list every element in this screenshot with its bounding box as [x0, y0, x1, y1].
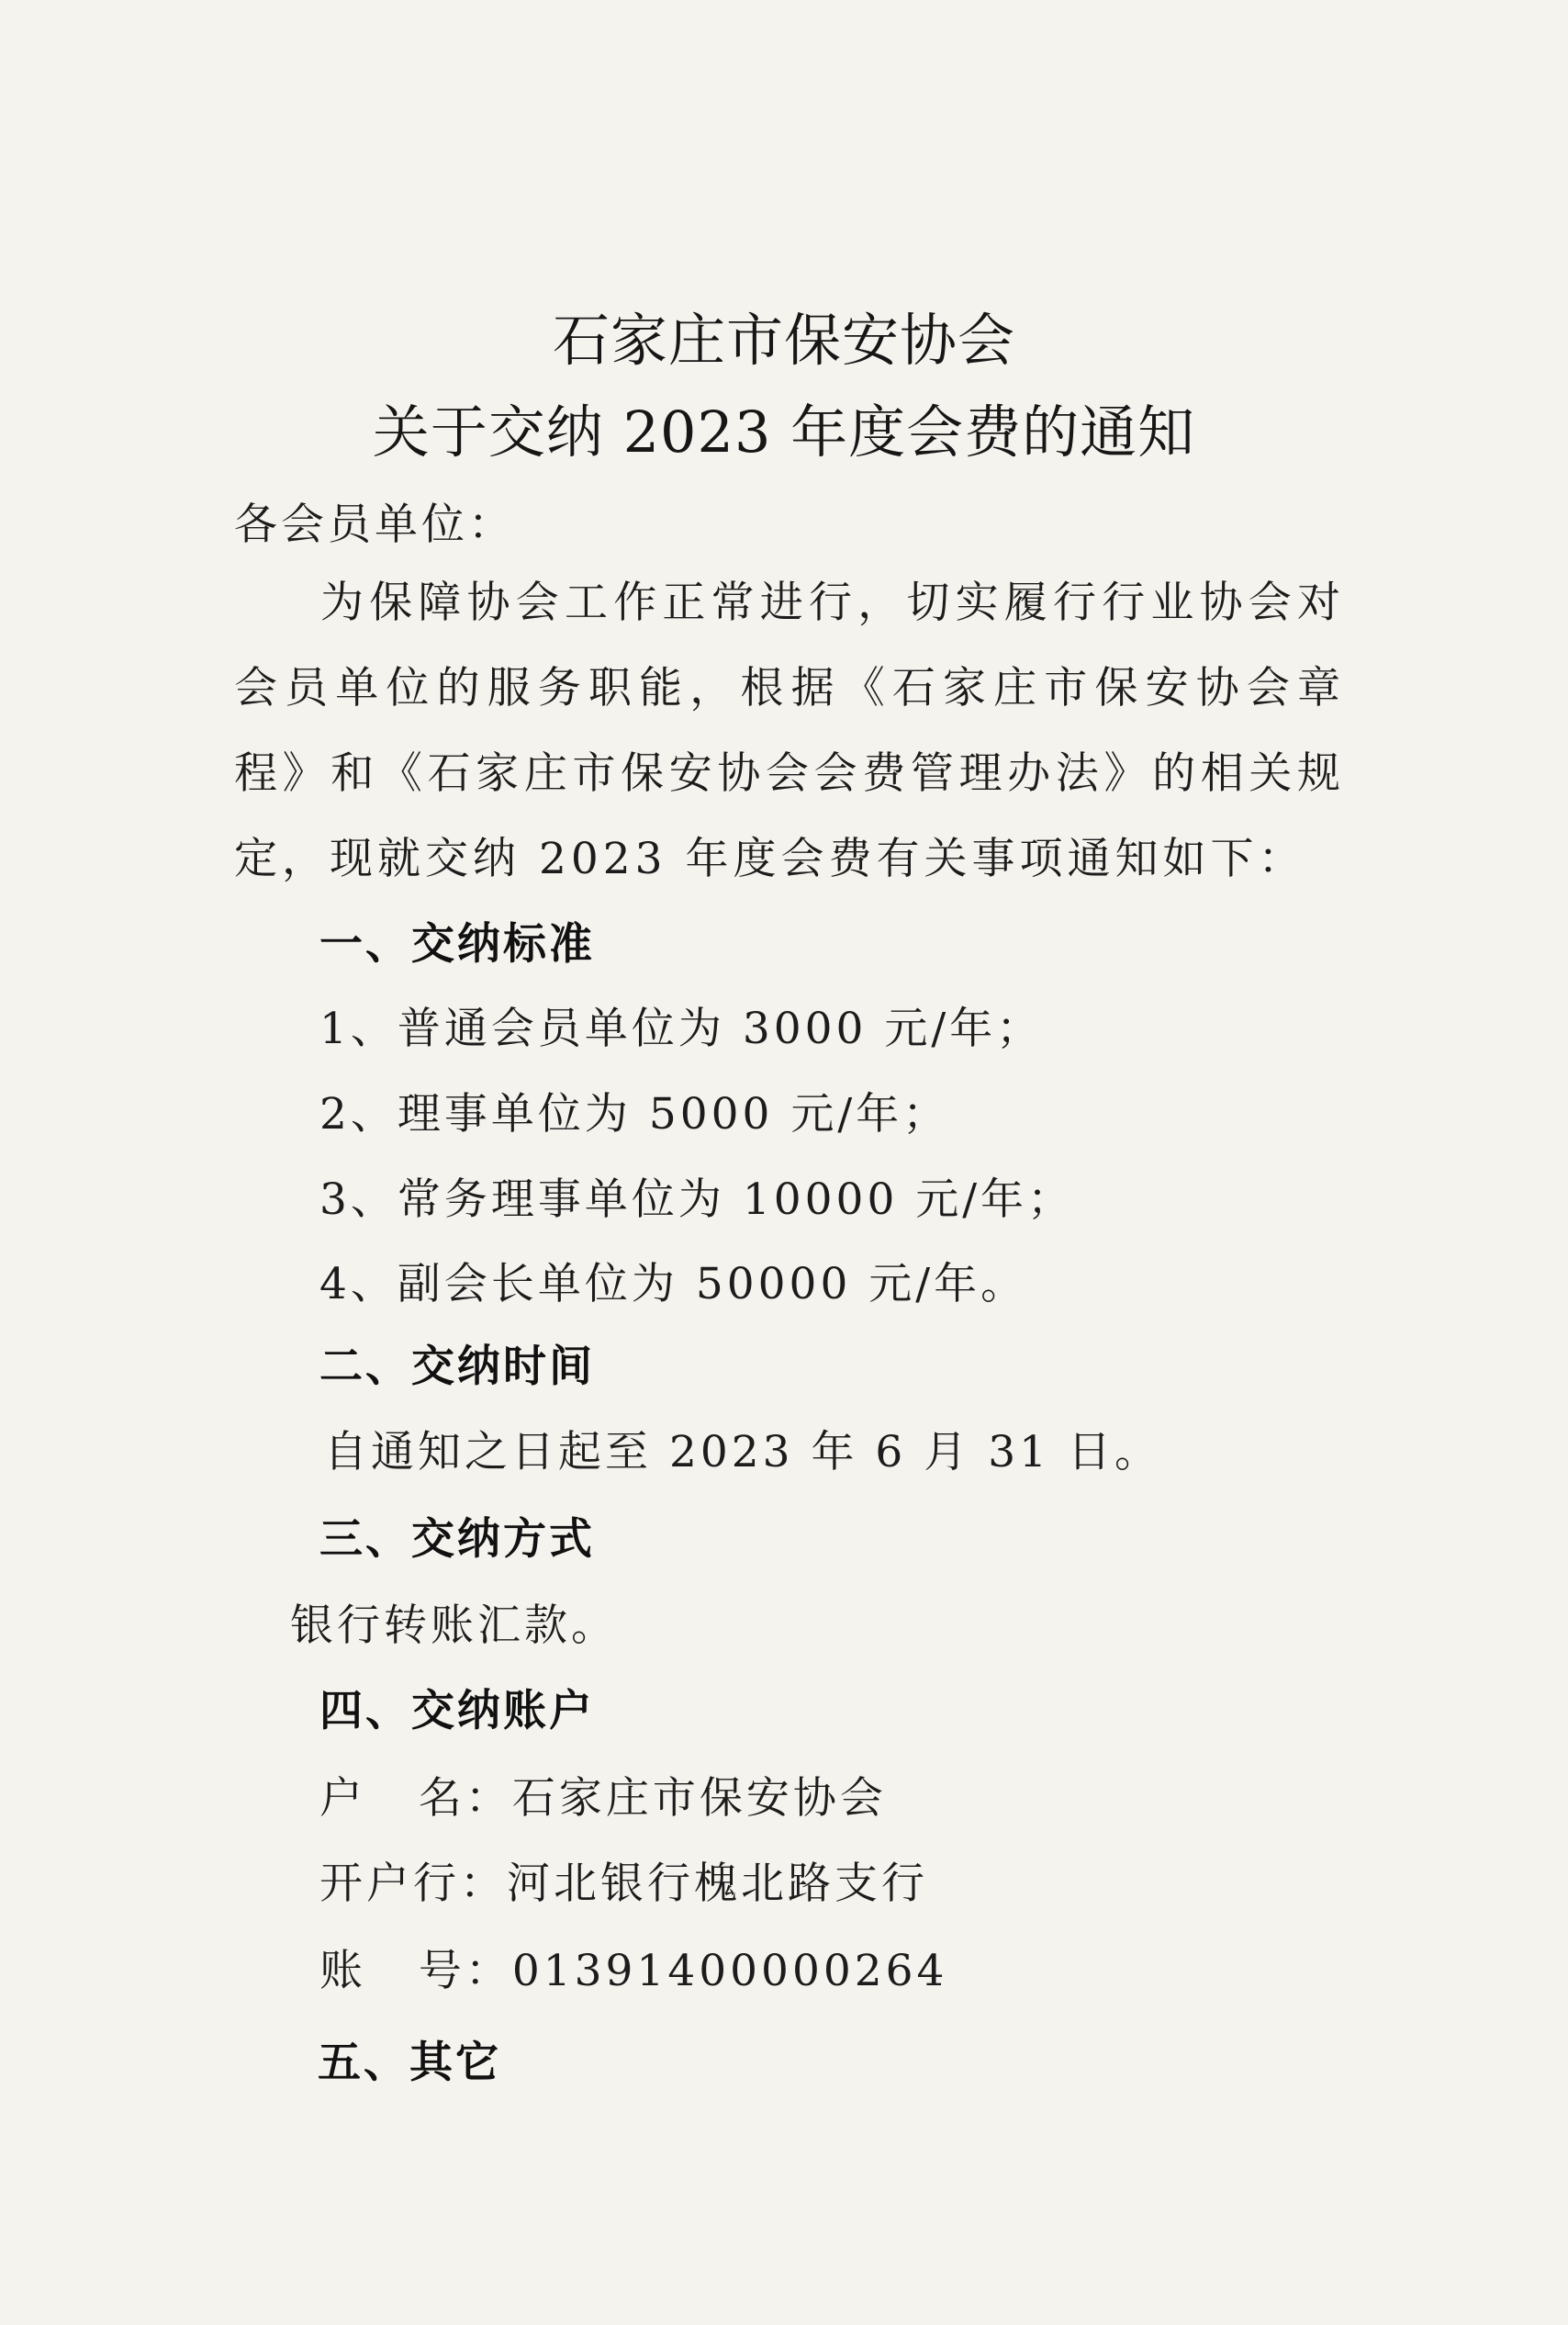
account-name: 户 名：石家庄市保安协会 [319, 1773, 887, 1824]
section-heading-standard: 一、交纳标准 [319, 919, 595, 970]
account-bank: 开户行：河北银行槐北路支行 [319, 1859, 928, 1909]
notice-title-line2: 关于交纳 2023 年度会费的通知 [372, 399, 1196, 466]
section-heading-time: 二、交纳时间 [319, 1342, 595, 1392]
time-item: 自通知之日起至 2023 年 6 月 31 日。 [324, 1427, 1161, 1477]
section-heading-account: 四、交纳账户 [319, 1686, 595, 1736]
method-item: 银行转账汇款。 [290, 1601, 618, 1651]
section-heading-other: 五、其它 [318, 2038, 501, 2088]
standard-item-3: 3、常务理事单位为 10000 元/年； [319, 1174, 1075, 1225]
intro-paragraph: 为保障协会工作正常进行，切实履行行业协会对会员单位的服务职能，根据《石家庄市保安协会章程》和《石家庄市保安协会会费管理办法》的相关规定，现就交纳 2023 年度会费有关事项通知如下： [234, 578, 1345, 884]
standard-item-1: 1、普通会员单位为 3000 元/年； [319, 1004, 1044, 1054]
standard-item-2: 2、理事单位为 5000 元/年； [319, 1089, 950, 1140]
notice-title-line1: 石家庄市保安协会 [552, 307, 1015, 374]
salutation: 各会员单位： [234, 500, 515, 550]
account-number: 账 号：01391400000264 [319, 1946, 948, 1996]
standard-item-4: 4、副会长单位为 50000 元/年。 [319, 1259, 1028, 1309]
section-heading-method: 三、交纳方式 [319, 1514, 595, 1565]
